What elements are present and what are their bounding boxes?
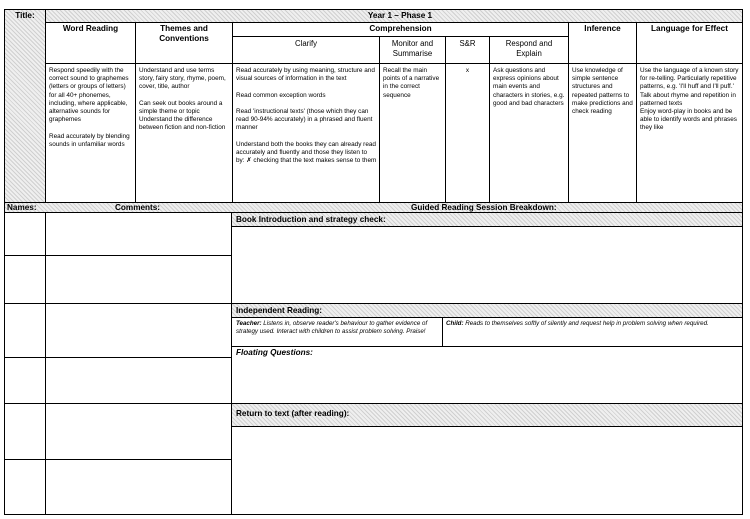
- column-clarify: Clarify: [294, 39, 318, 48]
- descriptor-word-reading: Respond speedily with the correct sound to graphemes (letters or groups of letters) for all 40+ phonemes, including, where applicable, alternative sounds for graphemes Read accurately by blending sounds in unfamiliar words: [49, 67, 130, 148]
- descriptor-sr: x: [465, 67, 470, 74]
- teacher-note: [236, 320, 440, 336]
- book-intro-heading: Book Introduction and strategy check:: [236, 215, 386, 224]
- independent-heading: Independent Reading:: [236, 306, 322, 315]
- teacher-label: Teacher:: [236, 320, 262, 327]
- descriptor-clarify: Read accurately by using meaning, structure and visual sources of information in the text Read common exception words Read 'instructional texts' (those which they can read 90-94% accurately) in a phrased and fluent manner Understand both the books they can already read accurately and fluently and those they listen to by: ✗ checking that the text makes sense to them: [236, 67, 377, 165]
- breakdown-label: Guided Reading Session Breakdown:: [411, 203, 557, 212]
- phase-title: Year 1 – Phase 1: [367, 11, 433, 20]
- book-intro-notes[interactable]: [233, 227, 742, 303]
- column-comprehension: Comprehension: [369, 24, 432, 33]
- descriptor-inference: Use knowledge of simple sentence structures and repeated patterns to make predictions and check reading: [572, 67, 633, 116]
- title-label: Title:: [15, 11, 35, 20]
- return-notes[interactable]: [233, 427, 742, 514]
- descriptor-respond: Ask questions and express opinions about main events and characters in stories, e.g. good and bad characters: [493, 67, 565, 107]
- descriptor-language: Use the language of a known story for re-telling. Particularly repetitive patterns, e.g. 'I'll huff and I'll puff.' Talk about rhyme and repetition in patterned texts Enjoy word-play in books and be able to identify words and phrases they like: [640, 67, 739, 132]
- comments-label: Comments:: [115, 203, 161, 212]
- column-language: Language for Effect: [651, 24, 728, 33]
- child-label: Child:: [446, 320, 464, 327]
- column-respond: Respond and Explain: [505, 39, 553, 58]
- column-sr: S&R: [459, 39, 476, 48]
- column-themes: Themes and Conventions: [159, 24, 209, 43]
- return-heading: Return to text (after reading):: [236, 409, 350, 418]
- name-cell-1[interactable]: [5, 213, 45, 255]
- names-label: Names:: [7, 203, 37, 212]
- column-word-reading: Word Reading: [62, 24, 119, 33]
- comment-cell-1[interactable]: [46, 213, 231, 303]
- column-inference: Inference: [584, 24, 621, 33]
- descriptor-monitor: Recall the main points of a narrative in the correct sequence: [383, 67, 440, 99]
- teacher-text: Listens in, observe reader's behaviour to gather evidence of strategy used. Interact with children to assist problem solving. Praise!: [236, 320, 428, 335]
- floating-questions-notes[interactable]: [233, 358, 742, 403]
- child-note: [446, 320, 740, 328]
- descriptor-themes: Understand and use terms story, fairy story, rhyme, poem, cover, title, author Can seek out books around a simple theme or topic Understand the difference between fiction and non-fiction: [139, 67, 226, 132]
- child-text: Reads to themselves softly of silently and request help in problem solving when required.: [463, 320, 709, 327]
- floating-questions-heading: Floating Questions:: [236, 348, 313, 357]
- column-monitor: Monitor and Summarise: [391, 39, 434, 58]
